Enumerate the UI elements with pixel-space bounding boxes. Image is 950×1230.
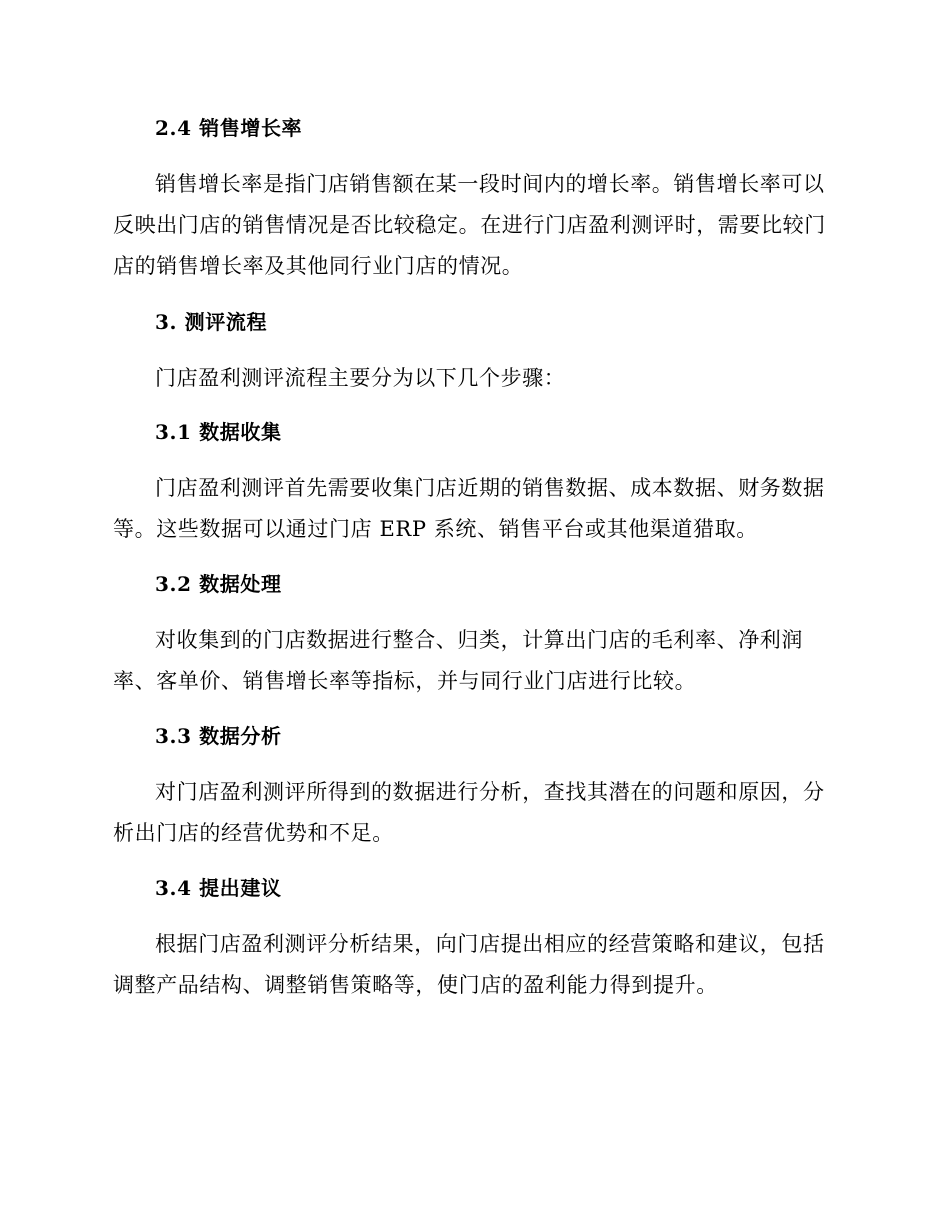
paragraph-line: 对门店盈利测评所得到的数据进行分析，查找其潜在的问题和原因，分 (155, 780, 825, 804)
section-heading: 3. 测评流程 (155, 310, 268, 334)
paragraph-line: 等。这些数据可以通过门店 ERP 系统、销售平台或其他渠道猎取。 (113, 517, 758, 541)
paragraph-line: 率、客单价、销售增长率等指标，并与同行业门店进行比较。 (113, 669, 697, 693)
section-heading: 3.3 数据分析 (155, 724, 282, 748)
paragraph-line: 析出门店的经营优势和不足。 (113, 821, 394, 845)
section-heading: 3.2 数据处理 (155, 572, 282, 596)
section-heading: 3.4 提出建议 (155, 876, 282, 900)
paragraph-line: 调整产品结构、调整销售策略等，使门店的盈利能力得到提升。 (113, 973, 718, 997)
paragraph-line: 门店盈利测评首先需要收集门店近期的销售数据、成本数据、财务数据 (155, 476, 825, 500)
section-heading: 3.1 数据收集 (155, 420, 282, 444)
section-heading: 2.4 销售增长率 (155, 116, 303, 140)
paragraph-line: 销售增长率是指门店销售额在某一段时间内的增长率。销售增长率可以 (155, 172, 825, 196)
paragraph-line: 门店盈利测评流程主要分为以下几个步骤： (155, 366, 566, 390)
paragraph-line: 对收集到的门店数据进行整合、归类，计算出门店的毛利率、净利润 (155, 628, 803, 652)
paragraph-line: 反映出门店的销售情况是否比较稳定。在进行门店盈利测评时，需要比较门 (113, 213, 826, 237)
paragraph-line: 店的销售增长率及其他同行业门店的情况。 (113, 254, 524, 278)
paragraph-line: 根据门店盈利测评分析结果，向门店提出相应的经营策略和建议，包括 (155, 932, 825, 956)
